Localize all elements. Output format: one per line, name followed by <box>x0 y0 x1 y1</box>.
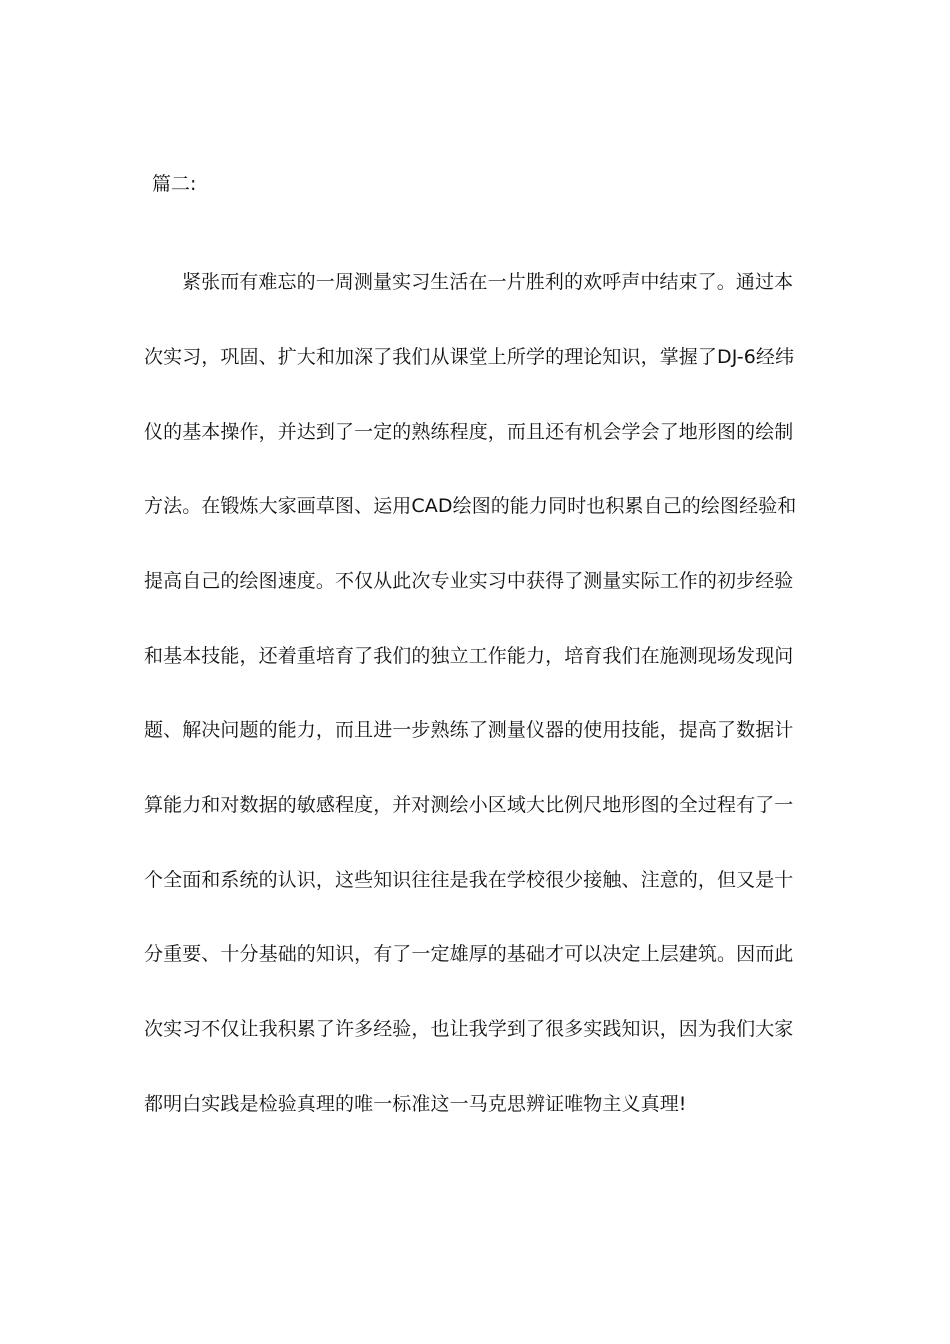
paragraph-line: 次实习，巩固、扩大和加深了我们从课堂上所学的理论知识，掌握了DJ-6经纬 <box>144 346 795 368</box>
paragraph-line: 仪的基本操作，并达到了一定的熟练程度，而且还有机会学会了地形图的绘制 <box>144 421 794 443</box>
paragraph-line: 分重要、十分基础的知识，有了一定雄厚的基础才可以决定上层建筑。因而此 <box>144 943 794 965</box>
paragraph-line: 提高自己的绘图速度。不仅从此次专业实习中获得了测量实际工作的初步经验 <box>144 570 794 592</box>
paragraph-line: 和基本技能，还着重培育了我们的独立工作能力，培育我们在施测现场发现问 <box>144 645 794 667</box>
paragraph-line: 题、解决问题的能力，而且进一步熟练了测量仪器的使用技能，提高了数据计 <box>144 719 794 741</box>
paragraph-line: 都明白实践是检验真理的唯一标准这一马克思辨证唯物主义真理! <box>144 1093 687 1115</box>
paragraph-line: 方法。在锻炼大家画草图、运用CAD绘图的能力同时也积累自己的绘图经验和 <box>144 495 797 517</box>
paragraph-line: 个全面和系统的认识，这些知识往往是我在学校很少接触、注意的，但又是十 <box>144 869 794 891</box>
paragraph-line: 次实习不仅让我积累了许多经验，也让我学到了很多实践知识，因为我们大家 <box>144 1018 794 1040</box>
paragraph-line: 紧张而有难忘的一周测量实习生活在一片胜利的欢呼声中结束了。通过本 <box>182 271 794 293</box>
section-heading: 篇二: <box>152 173 197 195</box>
paragraph-line: 算能力和对数据的敏感程度，并对测绘小区域大比例尺地形图的全过程有了一 <box>144 794 794 816</box>
